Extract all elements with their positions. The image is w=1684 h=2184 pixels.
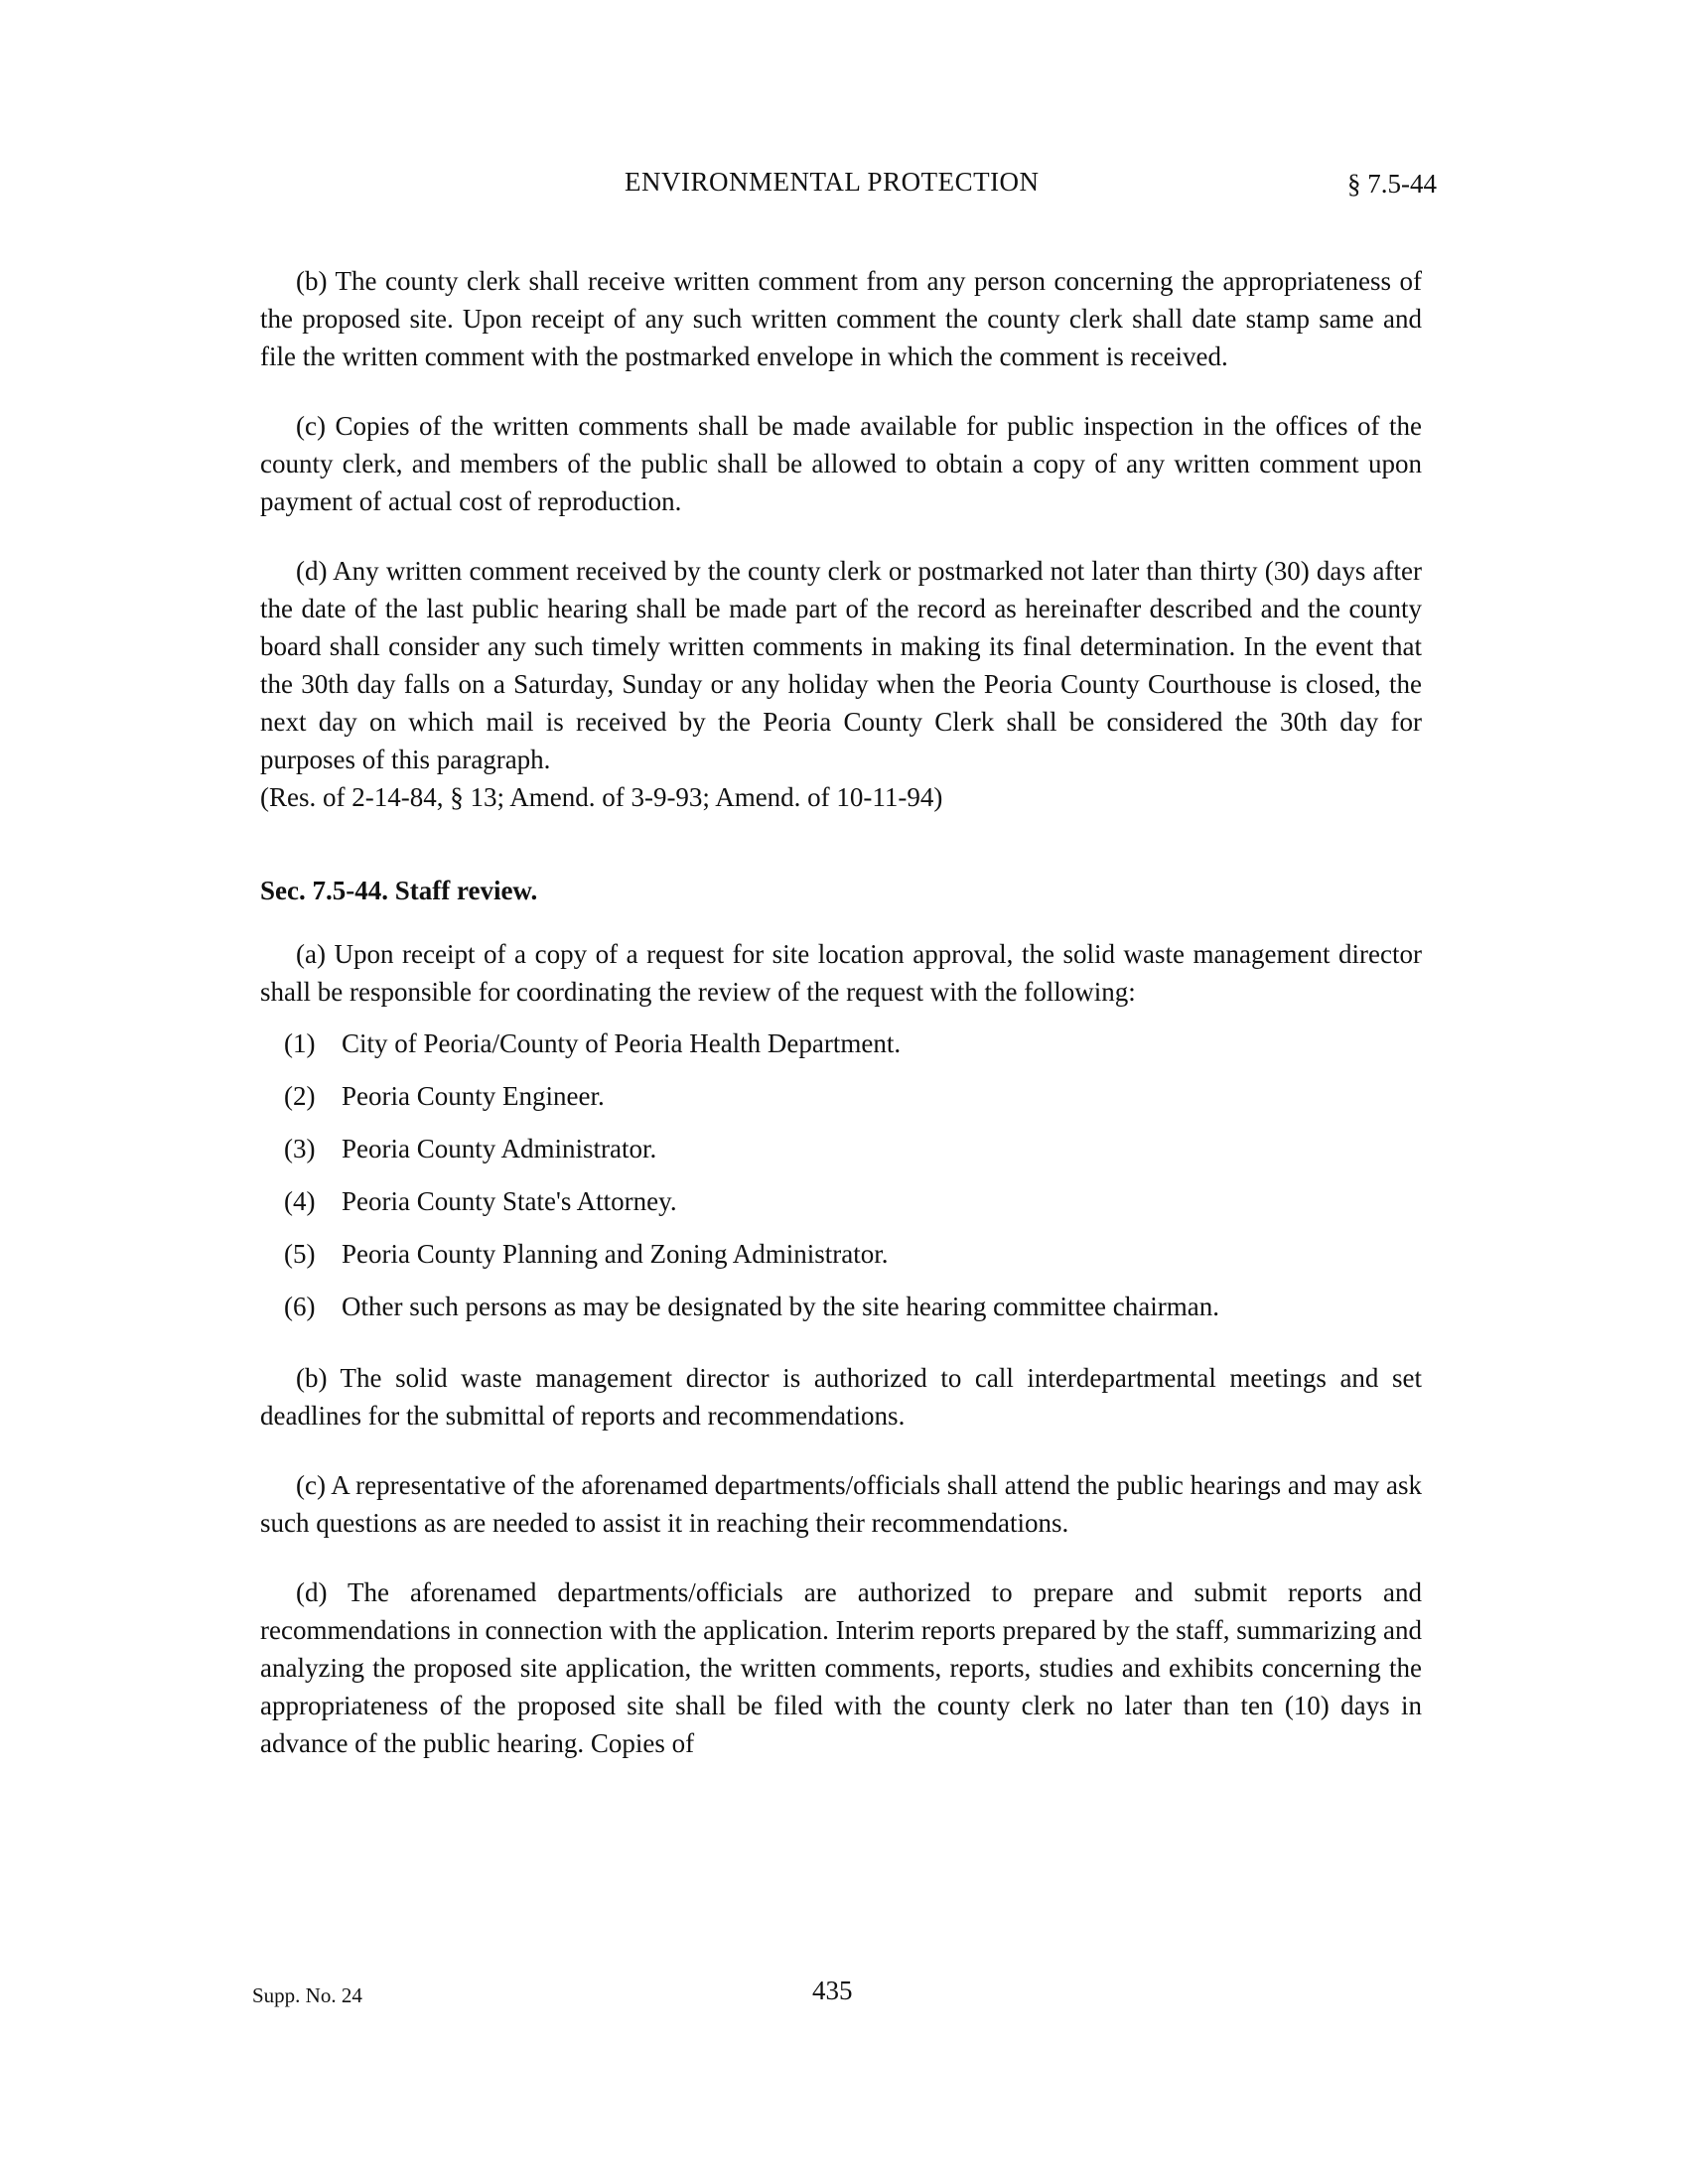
- list-item: [260, 1235, 1422, 1273]
- page-footer: [0, 1976, 1684, 2015]
- list-item: [260, 1288, 1422, 1325]
- list-item: [260, 1077, 1422, 1115]
- document-body: [260, 262, 1422, 1762]
- supplement-number: Supp. No. 24: [252, 1983, 362, 2007]
- paragraph-c-representative: (c) A representative of the aforenamed departments/officials shall attend the public hearings and may ask such questions as are needed to assist it in reaching their recommendations.: [260, 1470, 1422, 1538]
- paragraph-b-written-comment: (b) The county clerk shall receive written comment from any person concerning the appropriateness of the proposed site. Upon receipt of any such written comment the county clerk shall date stamp same and file the written comment with the postmarked envelope in which the comment is received.: [260, 266, 1422, 371]
- list-text: Peoria County Administrator.: [342, 1134, 657, 1163]
- page-number: 435: [812, 1976, 853, 2005]
- list-item: [260, 1130, 1422, 1167]
- chapter-title: ENVIRONMENTAL PROTECTION: [625, 167, 1040, 197]
- reviewer-list: [260, 1024, 1422, 1325]
- list-text: Peoria County State's Attorney.: [342, 1186, 677, 1216]
- paragraph-d-deadline: (d) Any written comment received by the county clerk or postmarked not later than thirty (30) days after the date of the last public hearing shall be made part of the record as hereinafter described and the county board shall consider any such timely written comments in making its final determination. In the event that the 30th day falls on a Saturday, Sunday or any holiday when the Peoria County Courthouse is closed, the next day on which mail is received by the Peoria County Clerk shall be considered the 30th day for purposes of this paragraph.: [260, 556, 1422, 774]
- paragraph-d-reports: (d) The aforenamed departments/officials are authorized to prepare and submit reports and recommendations in connection with the application. Interim reports prepared by the staff, summarizing and analyzing the proposed site application, the written comments, reports, studies and exhibits concerning the appropriateness of the proposed site shall be filed with the county clerk no later than ten (10) days in advance of the public hearing. Copies of: [260, 1577, 1422, 1758]
- section-heading: Sec. 7.5-44. Staff review.: [260, 876, 538, 905]
- section-number: § 7.5-44: [1347, 169, 1437, 199]
- list-number: (3): [284, 1134, 316, 1163]
- list-item: [260, 1024, 1422, 1062]
- list-number: (6): [284, 1292, 316, 1321]
- paragraph-b-meetings: (b) The solid waste management director is authorized to call interdepartmental meetings and set deadlines for the submittal of reports and recommendations.: [260, 1363, 1422, 1431]
- list-text: Peoria County Planning and Zoning Administrator.: [342, 1239, 889, 1269]
- page-header: [0, 167, 1684, 206]
- list-text: Other such persons as may be designated by the site hearing committee chairman.: [342, 1292, 1219, 1321]
- paragraph-c-copies: (c) Copies of the written comments shall be made available for public inspection in the offices of the county clerk, and members of the public shall be allowed to obtain a copy of any written comment upon payment of actual cost of reproduction.: [260, 411, 1422, 516]
- list-number: (5): [284, 1239, 316, 1269]
- list-text: City of Peoria/County of Peoria Health Department.: [342, 1028, 902, 1058]
- history-note: (Res. of 2-14-84, § 13; Amend. of 3-9-93; Amend. of 10-11-94): [260, 782, 943, 812]
- list-text: Peoria County Engineer.: [342, 1081, 605, 1111]
- list-number: (4): [284, 1186, 316, 1216]
- list-item: [260, 1182, 1422, 1220]
- list-number: (1): [284, 1028, 316, 1058]
- list-number: (2): [284, 1081, 316, 1111]
- section-intro: (a) Upon receipt of a copy of a request for site location approval, the solid waste management director shall be responsible for coordinating the review of the request with the following:: [260, 939, 1422, 1007]
